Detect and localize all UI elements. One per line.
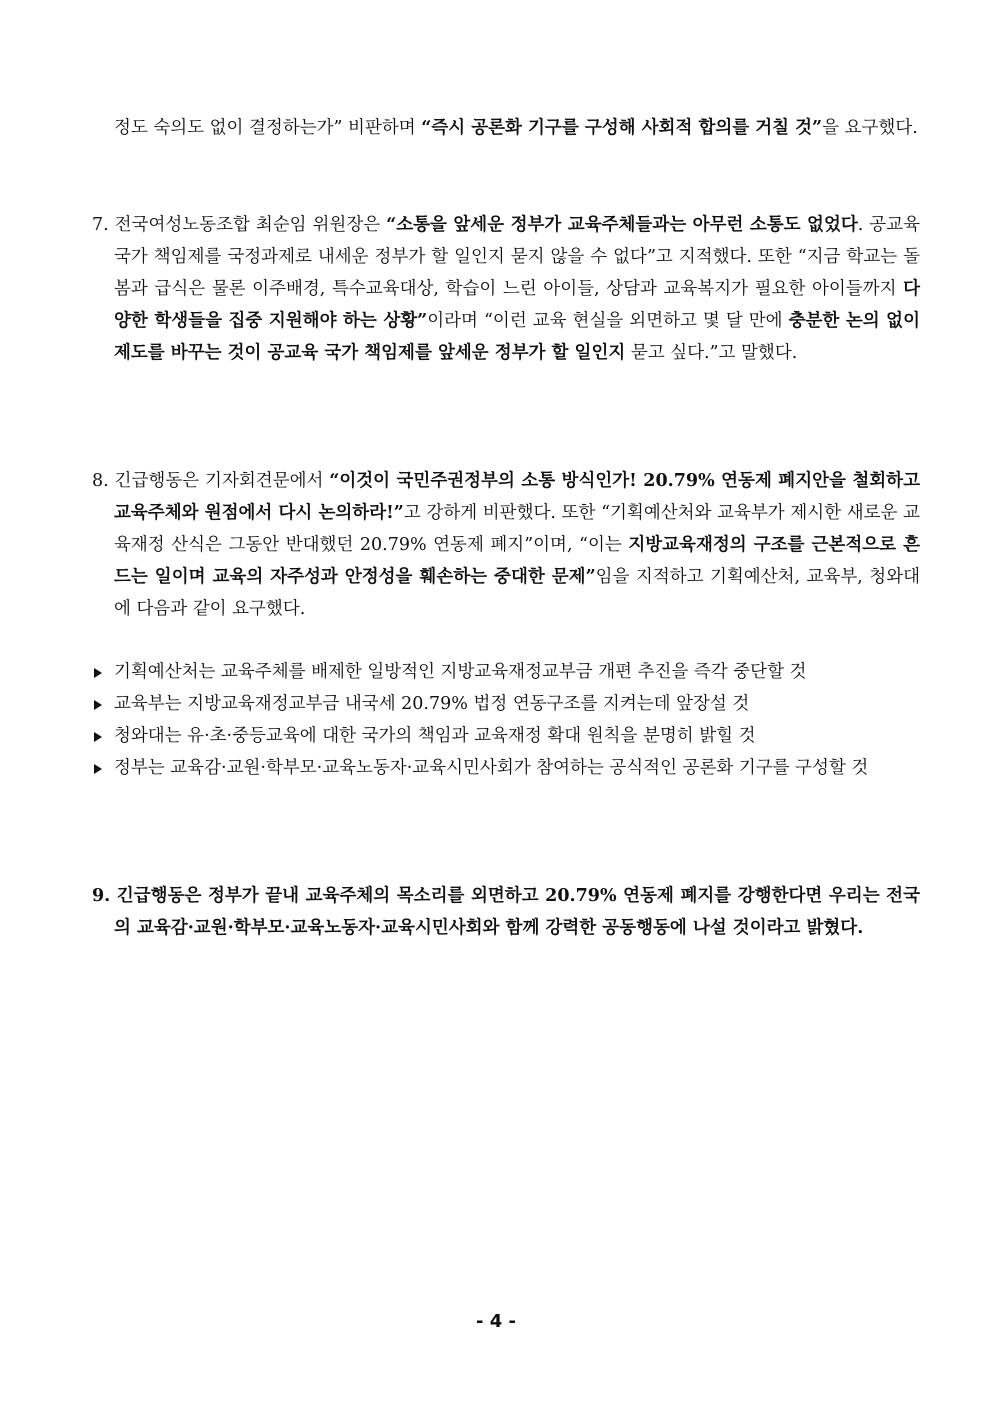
paragraph-9: 9. 긴급행동은 정부가 끝내 교육주체의 목소리를 외면하고 20.79% 연동제 폐지를 강행한다면 우리는 전국의 교육감·교원·학부모·교육노동자·교육시민사회와 함께 강력한 공동행동에 나설 것이라고 밝혔다. xyxy=(92,886,920,938)
p7-bold-2: 다양한 학생들을 집중 지원해야 하는 상황” xyxy=(114,279,920,331)
list-item xyxy=(92,688,898,720)
list-item xyxy=(92,752,898,784)
intro-paragraph xyxy=(92,112,920,144)
p8-bold-1: “이것이 국민주권정부의 소통 방식인가! 20.79% 연동제 폐지안을 철회하고 교육주체와 원점에서 다시 논의하라!” xyxy=(114,471,920,523)
p7-bold-1: “소통을 앞세운 정부가 교육주체들과는 아무런 소통도 없었다 xyxy=(386,215,858,235)
p7-bold-3: 충분한 논의 없이 제도를 바꾸는 것이 공교육 국가 책임제를 앞세운 정부가 할 일인지 xyxy=(114,311,920,363)
triangle-bullet-icon xyxy=(94,764,102,774)
list-item-text: 기획예산처는 교육주체를 배제한 일방적인 지방교육재정교부금 개편 추진을 즉각 중단할 것 xyxy=(114,662,807,682)
intro-text-2: 을 요구했다. xyxy=(822,118,918,138)
list-item-text: 정부는 교육감·교원·학부모·교육노동자·교육시민사회가 참여하는 공식적인 공론화 기구를 구성할 것 xyxy=(114,758,869,778)
triangle-bullet-icon xyxy=(94,700,102,710)
list-item xyxy=(92,656,898,688)
list-item-text: 교육부는 지방교육재정교부금 내국세 20.79% 법정 연동구조를 지켜는데 앞장설 것 xyxy=(114,694,750,714)
p8-text-1: 8. 긴급행동은 기자회견문에서 xyxy=(92,471,330,491)
paragraph-8 xyxy=(92,465,920,625)
triangle-bullet-icon xyxy=(94,732,102,742)
p7-text-1: 7. 전국여성노동조합 최순임 위원장은 xyxy=(92,215,387,235)
intro-bold-1: “즉시 공론화 기구를 구성해 사회적 합의를 거칠 것” xyxy=(421,118,823,138)
list-item-text: 청와대는 유·초·중등교육에 대한 국가의 책임과 교육재정 확대 원칙을 분명히 밝힐 것 xyxy=(114,726,756,746)
p7-text-3: 이라며 “이런 교육 현실을 외면하고 몇 달 만에 xyxy=(427,311,789,331)
triangle-bullet-icon xyxy=(94,668,102,678)
p7-text-2: . 공교육 국가 책임제를 국정과제로 내세운 정부가 할 일인지 묻지 않을 수 없다”고 지적했다. 또한 “지금 학교는 돌봄과 급식은 물론 이주배경, 특수교육대상, 학습이 느린 아이들, 상담과 교육복지가 필요한 아이들까지 xyxy=(114,215,921,299)
page-number: - 4 - xyxy=(476,1311,516,1332)
p8-text-2: 고 강하게 비판했다. 또한 “기획예산처와 교육부가 제시한 새로운 교육재정 산식은 그동안 반대했던 20.79% 연동제 폐지”이며, “이는 xyxy=(114,503,920,555)
intro-text-1: 정도 숙의도 없이 결정하는가” 비판하며 xyxy=(114,118,422,138)
list-item xyxy=(92,720,898,752)
demands-list xyxy=(92,656,898,784)
paragraph-7 xyxy=(92,209,920,369)
p8-text-3: 임을 지적하고 기획예산처, 교육부, 청와대에 다음과 같이 요구했다. xyxy=(114,567,920,619)
p7-text-4: 묻고 싶다.”고 말했다. xyxy=(625,343,798,363)
p8-bold-2: 지방교육재정의 구조를 근본적으로 흔드는 일이며 교육의 자주성과 안정성을 훼손하는 중대한 문제” xyxy=(114,535,921,587)
